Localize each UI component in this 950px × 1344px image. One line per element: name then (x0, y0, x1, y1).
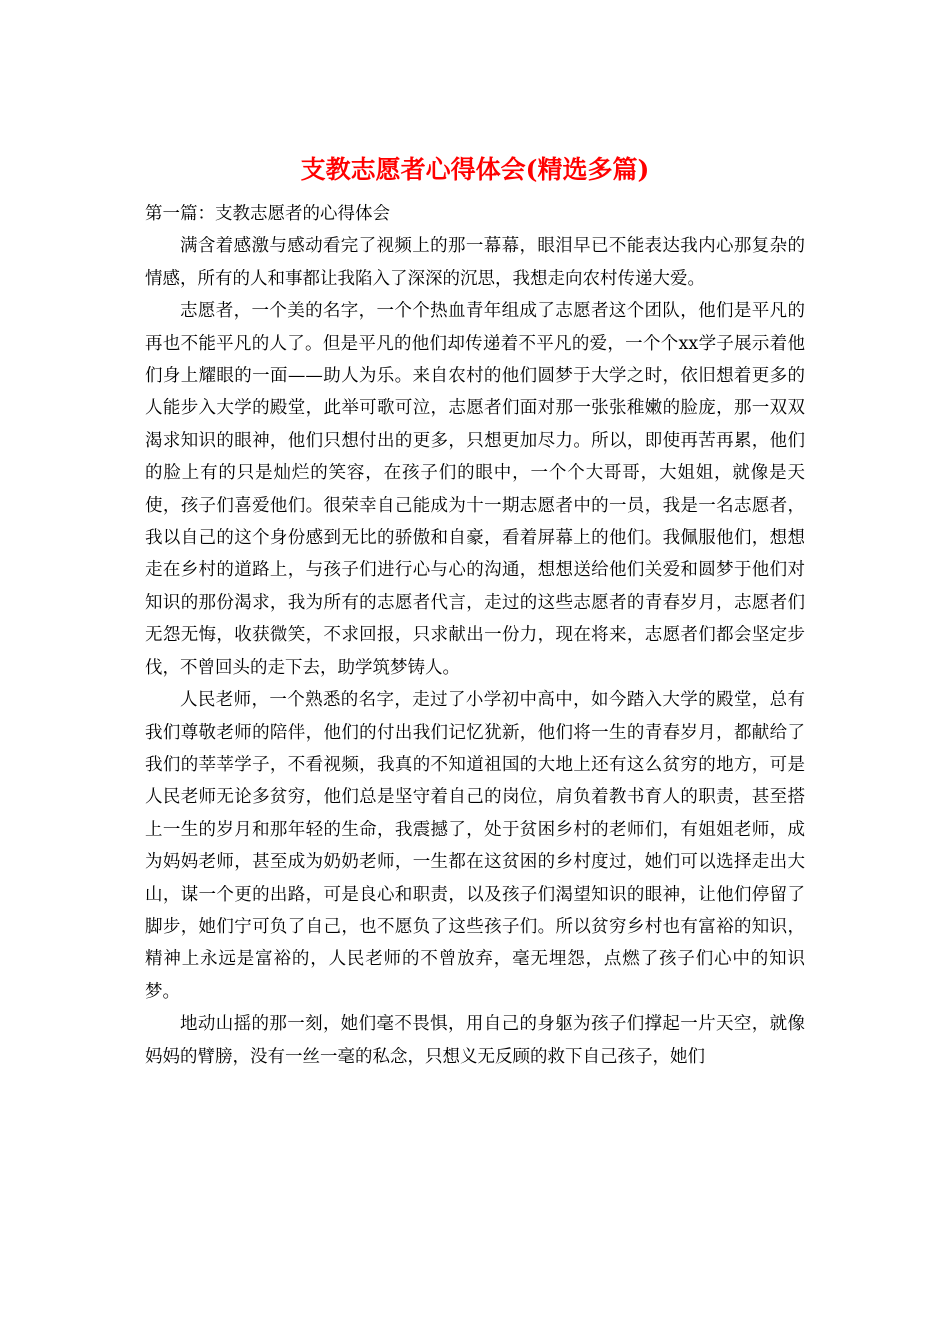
paragraph: 人民老师，一个熟悉的名字，走过了小学初中高中，如今踏入大学的殿堂，总有我们尊敬老师的陪伴，他们的付出我们记忆犹新，他们将一生的青春岁月，都献给了我们的莘莘学子，不看视频，我真的不知道祖国的大地上还有这么贫穷的地方，可是人民老师无论多贫穷，他们总是坚守着自己的岗位，肩负着教书育人的职责，甚至搭上一生的岁月和那年轻的生命，我震撼了，处于贫困乡村的老师们，有姐姐老师，成为妈妈老师，甚至成为奶奶老师，一生都在这贫困的乡村度过，她们可以选择走出大山，谋一个更的出路，可是良心和职责，以及孩子们渴望知识的眼神，让他们停留了脚步，她们宁可负了自己，也不愿负了这些孩子们。所以贫穷乡村也有富裕的知识，精神上永远是富裕的，人民老师的不曾放弃，毫无埋怨，点燃了孩子们心中的知识梦。 (145, 690, 805, 1002)
document-title: 支教志愿者心得体会(精选多篇) (300, 155, 650, 184)
paragraph: 满含着感激与感动看完了视频上的那一幕幕，眼泪早已不能表达我内心那复杂的情感，所有的人和事都让我陷入了深深的沉思，我想走向农村传递大爱。 (145, 236, 805, 289)
paragraph: 地动山摇的那一刻，她们毫不畏惧，用自己的身躯为孩子们撑起一片天空，就像妈妈的臂膀，没有一丝一毫的私念，只想义无反顾的救下自己孩子，她们 (145, 1014, 805, 1067)
paragraph: 志愿者，一个美的名字，一个个热血青年组成了志愿者这个团队，他们是平凡的再也不能平凡的人了。但是平凡的他们却传递着不平凡的爱，一个个xx学子展示着他们身上耀眼的一面——助人为乐。来自农村的他们圆梦于大学之时，依旧想着更多的人能步入大学的殿堂，此举可歌可泣，志愿者们面对那一张张稚嫩的脸庞，那一双双渴求知识的眼神，他们只想付出的更多，只想更加尽力。所以，即使再苦再累，他们的脸上有的只是灿烂的笑容，在孩子们的眼中，一个个大哥哥，大姐姐，就像是天使，孩子们喜爱他们。很荣幸自己能成为十一期志愿者中的一员，我是一名志愿者，我以自己的这个身份感到无比的骄傲和自豪，看着屏幕上的他们。我佩服他们，想想走在乡村的道路上，与孩子们进行心与心的沟通，想想送给他们关爱和圆梦于他们对知识的那份渴求，我为所有的志愿者代言，走过的这些志愿者的青春岁月，志愿者们无怨无悔，收获微笑，不求回报，只求献出一份力，现在将来，志愿者们都会坚定步伐，不曾回头的走下去，助学筑梦铸人。 (145, 301, 805, 678)
section-heading: 第一篇：支教志愿者的心得体会 (145, 204, 390, 224)
document-body (145, 198, 805, 1073)
